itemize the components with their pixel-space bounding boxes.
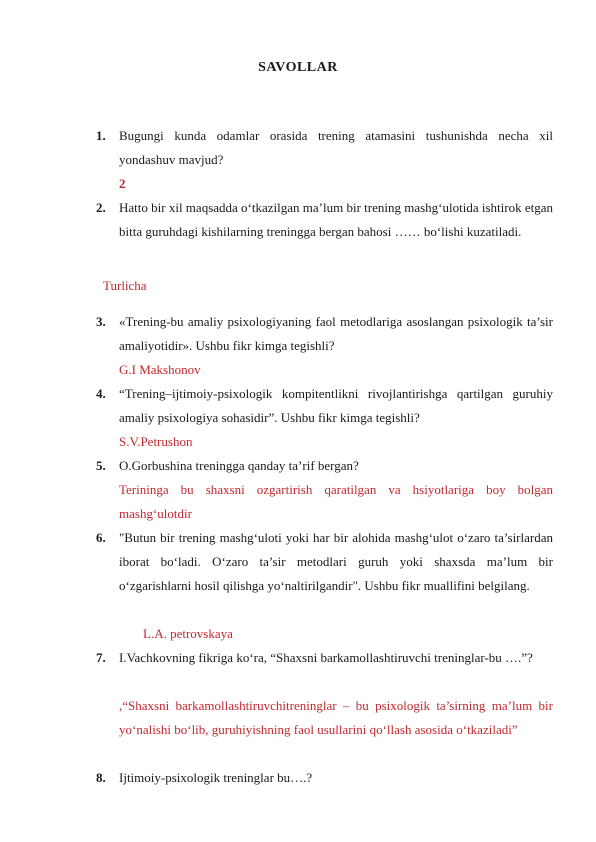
answer-text: Terininga bu shaxsni ozgartirish qaratilgan va hsiyotlariga boy bolgan mashg‘ulotdir bbox=[119, 482, 553, 521]
answer-text: Turlicha bbox=[103, 278, 147, 293]
answer-text: S.V.Petrushon bbox=[119, 434, 193, 449]
question-number: 7. bbox=[96, 650, 106, 665]
question-number: 1. bbox=[96, 128, 106, 143]
question-number: 6. bbox=[96, 530, 106, 545]
question-number: 5. bbox=[96, 458, 106, 473]
question-text: Ijtimoiy-psixologik treninglar bu….? bbox=[119, 770, 313, 785]
question-number: 2. bbox=[96, 200, 106, 215]
question-number: 8. bbox=[96, 770, 106, 785]
answer-text: ,“Shaxsni barkamollashtiruvchitreninglar – bu psixologik ta’sirning ma’lum bir yo‘nalishi bo‘lib, guruhiyishning faol usullarini qo‘llash asosida o‘tkaziladi” bbox=[119, 698, 553, 737]
question-text: Hatto bir xil maqsadda o‘tkazilgan ma’lum bir trening mashg‘ulotida ishtirok etgan bitta guruhdagi kishilarning treningga bergan bahosi …… bo‘lishi kuzatiladi. bbox=[119, 200, 553, 239]
question-number: 3. bbox=[96, 314, 106, 329]
question-text: Bugungi kunda odamlar orasida trening atamasini tushunishda necha xil yondashuv mavjud? bbox=[119, 128, 553, 167]
answer-text: G.I Makshonov bbox=[119, 362, 201, 377]
question-text: "Butun bir trening mashg‘uloti yoki har bir alohida mashg‘ulot o‘zaro ta’sirlardan iborat bo‘ladi. O‘zaro ta’sir metodlari guruh yoki shaxsda ma’lum bir o‘zgarishlarni hosil qilishga yo‘naltirilgandir". Ushbu fikr muallifini belgilang. bbox=[119, 530, 553, 593]
question-number: 4. bbox=[96, 386, 106, 401]
question-text: I.Vachkovning fikriga ko‘ra, “Shaxsni barkamollashtiruvchi treninglar-bu ….”? bbox=[119, 650, 533, 665]
question-text: “Trening–ijtimoiy-psixologik kompitentlikni rivojlantirishga qartilgan guruhiy amaliy psixologiya sohasidir”. Ushbu fikr kimga tegishli? bbox=[119, 386, 553, 425]
question-text: «Trening-bu amaliy psixologiyaning faol metodlariga asoslangan psixologik ta’sir amaliyotidir». Ushbu fikr kimga tegishli? bbox=[119, 314, 553, 353]
question-text: O.Gorbushina treningga qanday ta’rif bergan? bbox=[119, 458, 359, 473]
page-title: SAVOLLAR bbox=[258, 60, 338, 75]
answer-text: 2 bbox=[119, 176, 126, 191]
answer-text: L.A. petrovskaya bbox=[143, 626, 233, 641]
